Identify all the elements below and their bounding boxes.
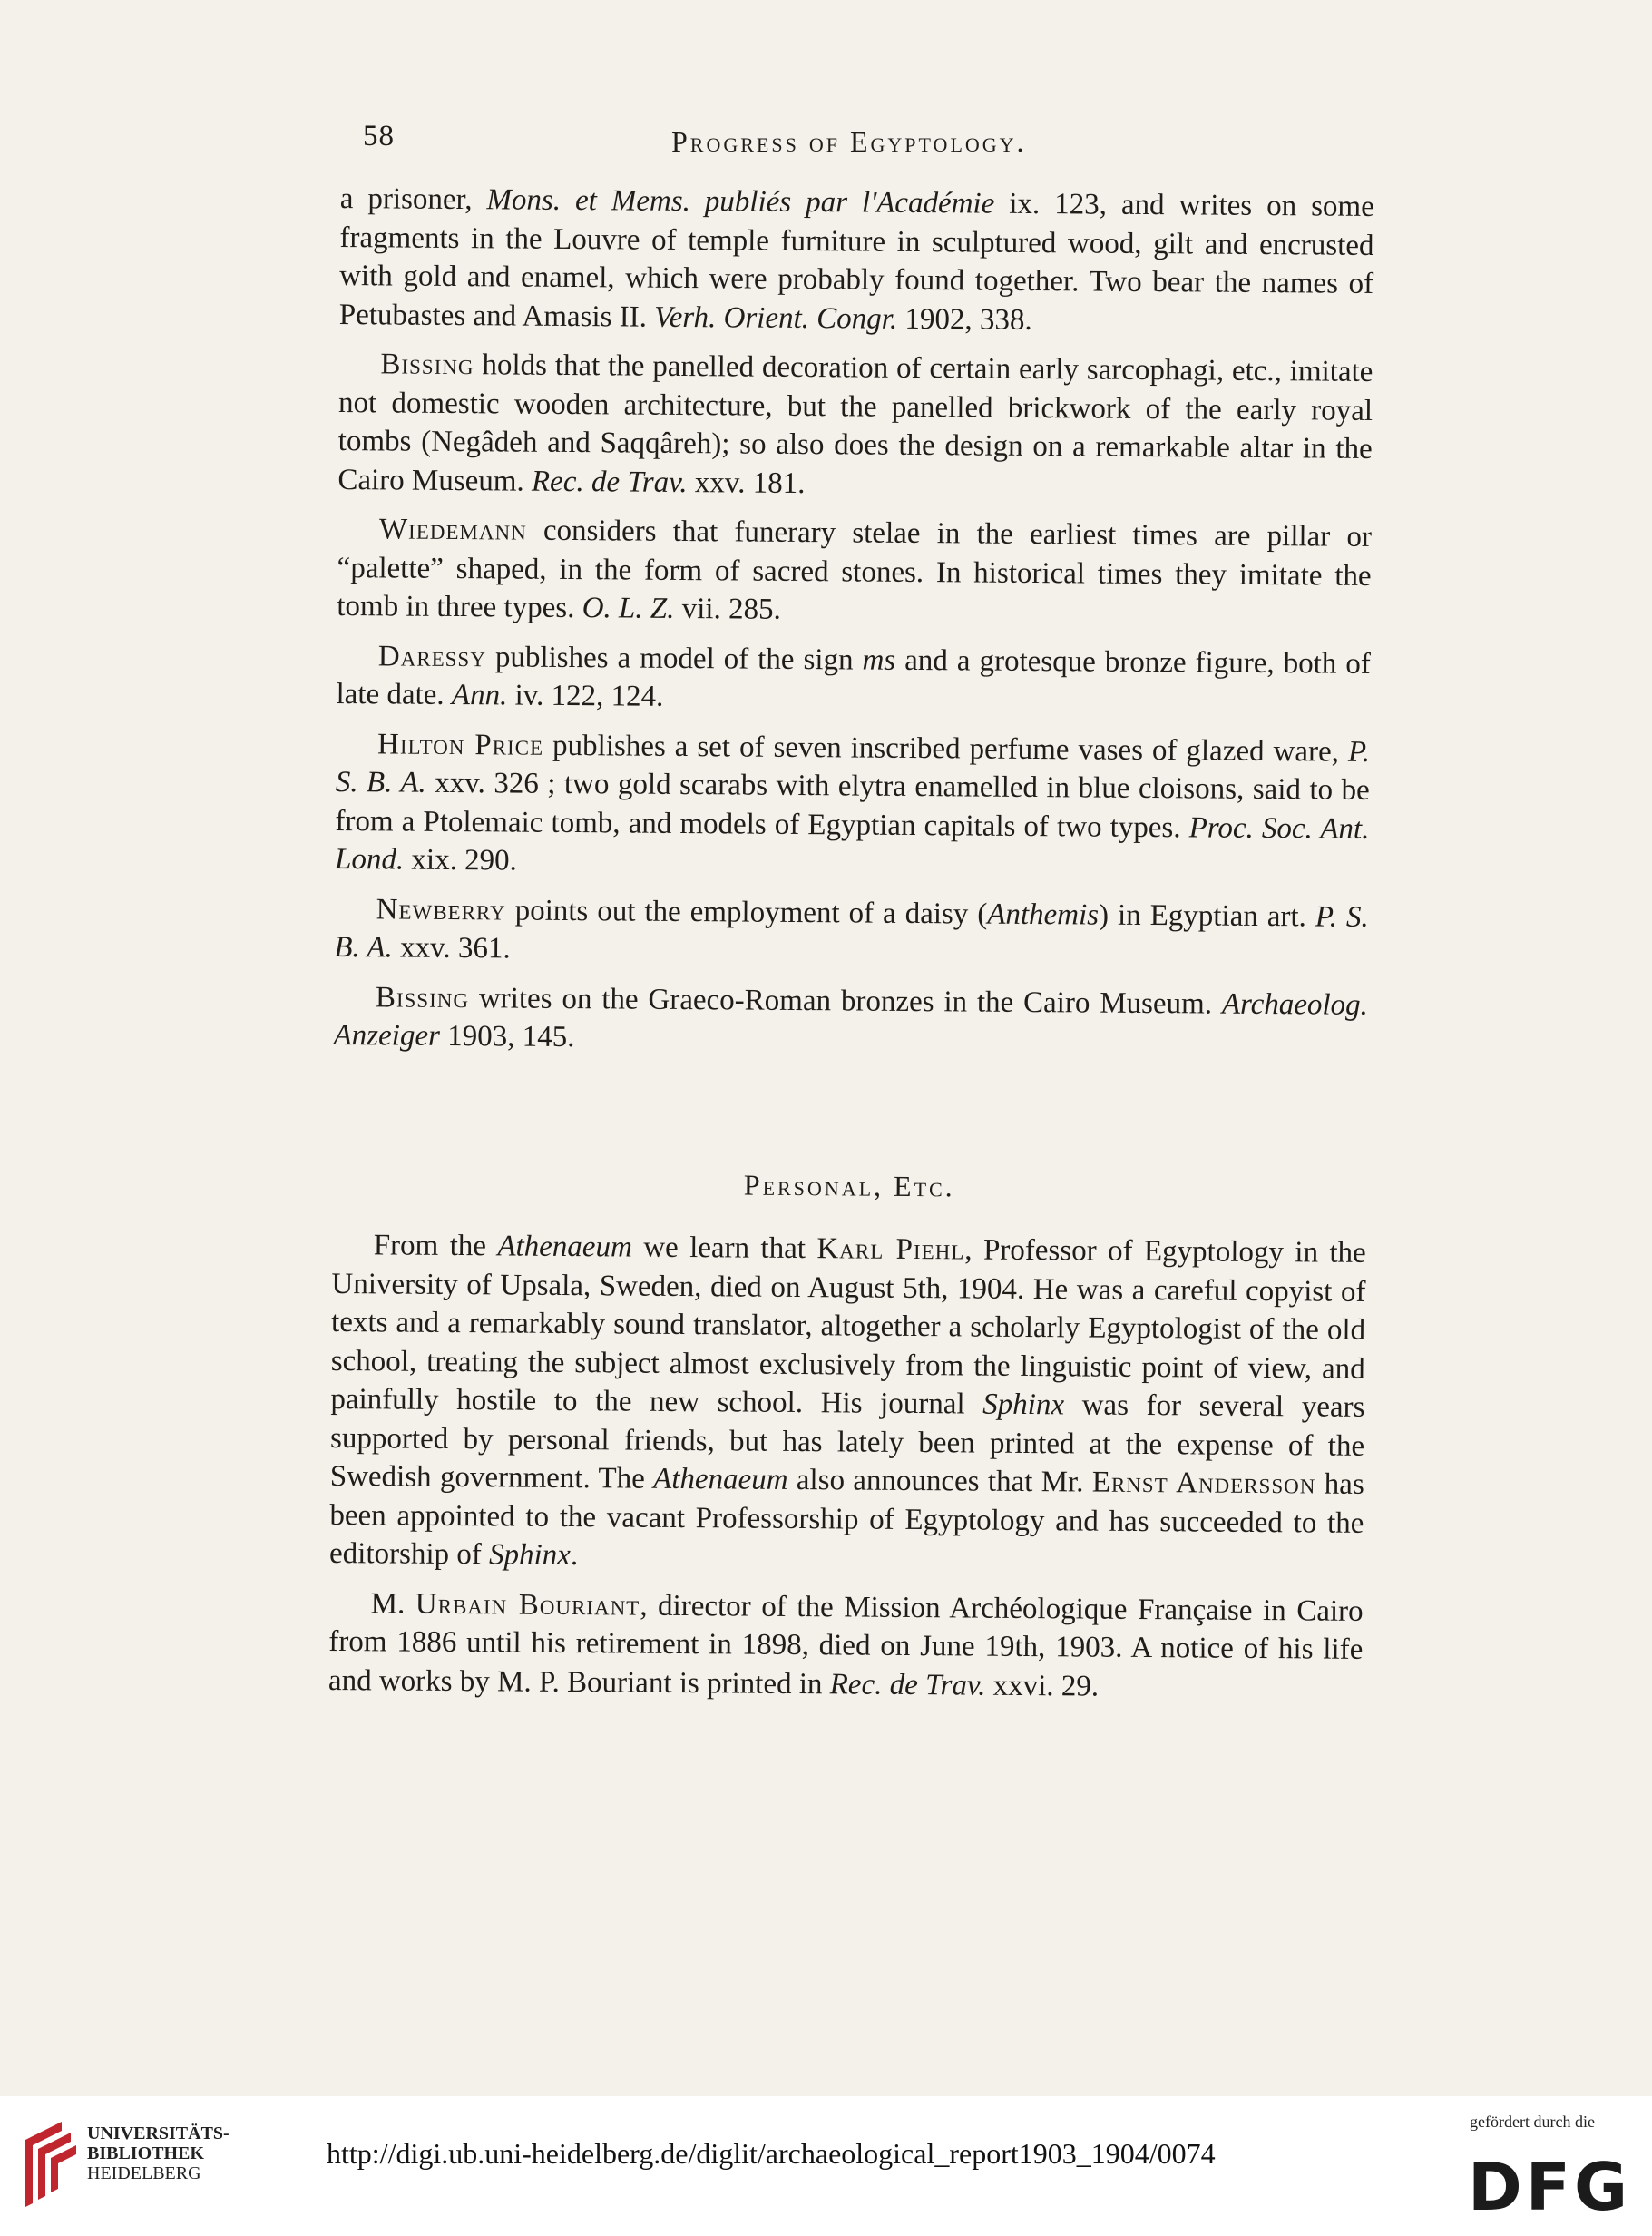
text-run: has been appointed to the vacant Professorship of Egyptology and has succeeded to the editorship of — [328, 1467, 1364, 1572]
paragraph-2 — [337, 345, 1373, 507]
page-number: 58 — [363, 120, 395, 152]
paragraph-8 — [329, 1226, 1366, 1581]
journal-name: Sphinx — [982, 1388, 1065, 1422]
text-run: , director of the Mission Archéologique Française in Cairo from 1886 until his retirement in 1898, died on June 19th, 1903. A notice of his life and works by M. P. Bouriant is printed in — [327, 1589, 1364, 1701]
library-name-line: UNIVERSITÄTS- — [87, 2123, 230, 2143]
citation: Mons. et Mems. publiés par l'Académie — [486, 183, 995, 221]
author-name: Hilton Price — [376, 727, 544, 762]
author-name: Wiedemann — [378, 513, 527, 547]
citation: O. L. Z. — [582, 592, 675, 625]
body-text — [328, 180, 1374, 1719]
library-name-line: HEIDELBERG — [87, 2163, 201, 2183]
running-title: Progress of Egyptology. — [671, 125, 1027, 158]
text-run: considers that funerary stelae in the earliest times are pillar or “palette” shaped, in the form of sacred stones. In historical times they imitate the tomb in three types. — [337, 514, 1373, 625]
library-name-line: BIBLIOTHEK — [87, 2143, 204, 2163]
citation: P. S. B. A. — [334, 899, 1369, 965]
text-run: writes on the Graeco-Roman bronzes in the Cairo Museum. — [468, 981, 1223, 1021]
species-name: Anthemis — [987, 897, 1100, 932]
citation: Rec. de Trav. — [531, 465, 688, 499]
text-run: xxvi. 29. — [985, 1669, 1100, 1703]
citation: Rec. de Trav. — [829, 1667, 986, 1702]
section-heading: Personal, Etc. — [743, 1168, 955, 1202]
permalink-url[interactable]: http://digi.ub.uni-heidelberg.de/diglit/archaeological_report1903_1904/0074 — [327, 2137, 1216, 2170]
person-name: Urbain Bouriant — [415, 1587, 640, 1623]
paragraph-5 — [335, 724, 1370, 887]
citation: Proc. Soc. Ant. Lond. — [334, 810, 1370, 877]
journal-name: Sphinx — [488, 1538, 572, 1573]
text-run: From the — [373, 1229, 498, 1263]
text-run: xxv. 326 ; two gold scarabs with elytra enamelled in blue cloisons, said to be from a Ptolemaic tomb, and models of Egyptian capitals of two types. — [335, 766, 1370, 844]
text-run: xix. 290. — [404, 843, 518, 878]
text-run: , Professor of Egyptology in the University of Upsala, Sweden, died on August 5th, 1904. He was a careful copyist of texts and a remarkably sound translator, altogether a scholarly Egyptologist of the old school, treating the subject almost exclusively from the linguistic point of view, and painfully hostile to the new school. His journal — [330, 1233, 1366, 1421]
author-name: Newberry — [376, 892, 506, 927]
text-run: and a grotesque bronze figure, both of late date. — [336, 643, 1371, 711]
citation: Archaeolog. Anzeiger — [333, 987, 1369, 1053]
text-run: points out the employment of a daisy ( — [505, 893, 988, 931]
paragraph-3 — [337, 510, 1372, 633]
citation: Ann. — [451, 678, 508, 712]
citation: P. S. B. A. — [335, 735, 1371, 799]
text-run: 1902, 338. — [897, 302, 1032, 337]
person-name: Karl Piehl — [816, 1232, 965, 1267]
text-run: xxv. 361. — [392, 931, 511, 966]
text-run: holds that the panelled decoration of certain early sarcophagi, etc., imitate not domestic wooden architecture, but the panelled brickwork of the early royal tombs (Negâdeh and Saqqâreh); so also does the design on a remarkable altar in the Cairo Museum. — [337, 348, 1373, 498]
funding-note: gefördert durch die — [1470, 2113, 1595, 2131]
text-run: a prisoner, — [339, 181, 487, 217]
text-run: M. — [370, 1586, 415, 1621]
text-run: publishes a model of the sign — [485, 640, 863, 677]
paragraph-1 — [339, 180, 1374, 342]
journal-name: Athenaeum — [652, 1462, 788, 1496]
dfg-logo: DFG — [1468, 2149, 1632, 2225]
paragraph-6 — [334, 889, 1369, 975]
text-run: 1903, 145. — [439, 1019, 575, 1054]
citation: Verh. Orient. Congr. — [654, 300, 898, 336]
journal-name: Athenaeum — [497, 1230, 633, 1264]
text-run: xxv. 181. — [687, 466, 806, 500]
text-run: publishes a set of seven inscribed perfume vases of glazed ware, — [543, 729, 1349, 769]
author-name: Bissing — [375, 980, 470, 1015]
library-name — [87, 2123, 230, 2183]
text-run: iv. 122, 124. — [507, 679, 664, 713]
text-run: we learn that — [631, 1231, 817, 1266]
paragraph-9 — [328, 1584, 1364, 1707]
author-name: Daressy — [377, 639, 487, 673]
hieroglyph-transliteration: ms — [862, 643, 896, 677]
author-name: Bissing — [380, 348, 474, 382]
text-run: ix. 123, and writes on some fragments in the Louvre of temple furniture in sculptured wood, gilt and encrusted with gold and enamel, which were probably found together. Two bear the names of Petubastes and Amasis II. — [338, 187, 1374, 334]
paragraph-4 — [336, 636, 1371, 721]
paragraph-7 — [333, 977, 1368, 1063]
text-run: . — [570, 1539, 579, 1573]
text-run: also announces that Mr. — [787, 1463, 1092, 1499]
person-name: Ernst Andersson — [1091, 1466, 1316, 1501]
text-run: vii. 285. — [674, 592, 781, 626]
text-run: ) in Egyptian art. — [1098, 898, 1315, 933]
text-run: was for several years supported by personal friends, but has lately been printed at the expense of the Swedish government. The — [329, 1388, 1365, 1496]
library-logo-icon — [16, 2113, 80, 2212]
